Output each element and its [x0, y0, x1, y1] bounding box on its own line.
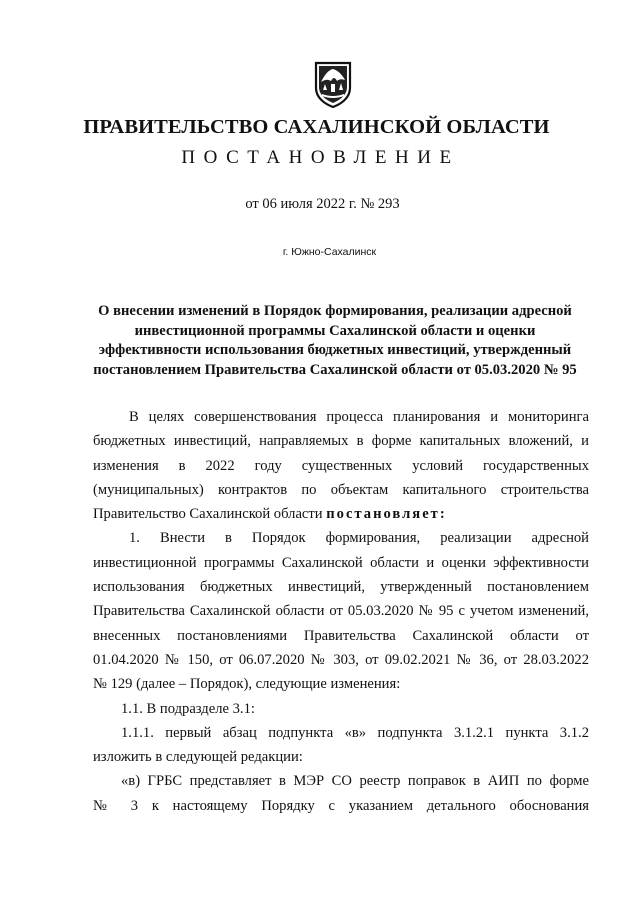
body-line: № 3 к настоящему Порядку с указанием детального обоснования: [93, 797, 589, 814]
body-line: изменения в 2022 году существенных условий государственных: [93, 457, 589, 474]
body-line: 1.1.1. первый абзац подпункта «в» подпункта 3.1.2.1 пункта 3.1.2: [121, 724, 589, 741]
subject-line: эффективности использования бюджетных инвестиций, утвержденный: [98, 342, 572, 358]
body-line: 1. Внести в Порядок формирования, реализации адресной: [129, 530, 589, 547]
body-line: 1.1. В подразделе 3.1:: [121, 700, 255, 717]
document-subject: [70, 302, 600, 380]
body-line: использования бюджетных инвестиций, утвержденный постановлением: [93, 579, 589, 596]
document-city: г. Южно-Сахалинск: [282, 246, 377, 258]
body-line: (муниципальных) контрактов по объектам капитального строительства: [93, 481, 589, 498]
body-line: «в) ГРБС представляет в МЭР СО реестр поправок в АИП по форме: [121, 773, 589, 790]
organization-name: ПРАВИТЕЛЬСТВО САХАЛИНСКОЙ ОБЛАСТИ: [83, 116, 550, 138]
subject-line: постановлением Правительства Сахалинской области от 05.03.2020 № 95: [93, 361, 577, 378]
body-text-fragment: Правительство Сахалинской области: [93, 506, 323, 523]
body-line: В целях совершенствования процесса планирования и мониторинга: [129, 409, 589, 425]
body-line: инвестиционной программы Сахалинской области и оценки эффективности: [93, 554, 589, 571]
body-line: изложить в следующей редакции:: [93, 749, 303, 766]
coat-of-arms-icon: [313, 60, 353, 108]
body-line: Правительства Сахалинской области от 05.03.2020 № 95 с учетом изменений,: [93, 603, 589, 620]
subject-line: инвестиционной программы Сахалинской области и оценки: [134, 322, 536, 339]
body-line: № 129 (далее – Порядок), следующие изменения:: [93, 676, 401, 693]
body-line: [93, 502, 589, 526]
body-line: бюджетных инвестиций, направляемых в форме капитальных вложений, и: [93, 433, 589, 450]
subject-line: О внесении изменений в Порядок формирования, реализации адресной: [98, 303, 572, 319]
document-body: [93, 405, 589, 818]
resolution-keyword: постановляет:: [326, 506, 447, 523]
document-type: ПОСТАНОВЛЕНИЕ: [181, 147, 460, 168]
document-date-number: от 06 июля 2022 г. № 293: [245, 196, 400, 212]
body-line: внесенных постановлениями Правительства Сахалинской области от: [93, 627, 589, 644]
body-line: 01.04.2020 № 150, от 06.07.2020 № 303, от 09.02.2021 № 36, от 28.03.2022: [93, 651, 589, 668]
